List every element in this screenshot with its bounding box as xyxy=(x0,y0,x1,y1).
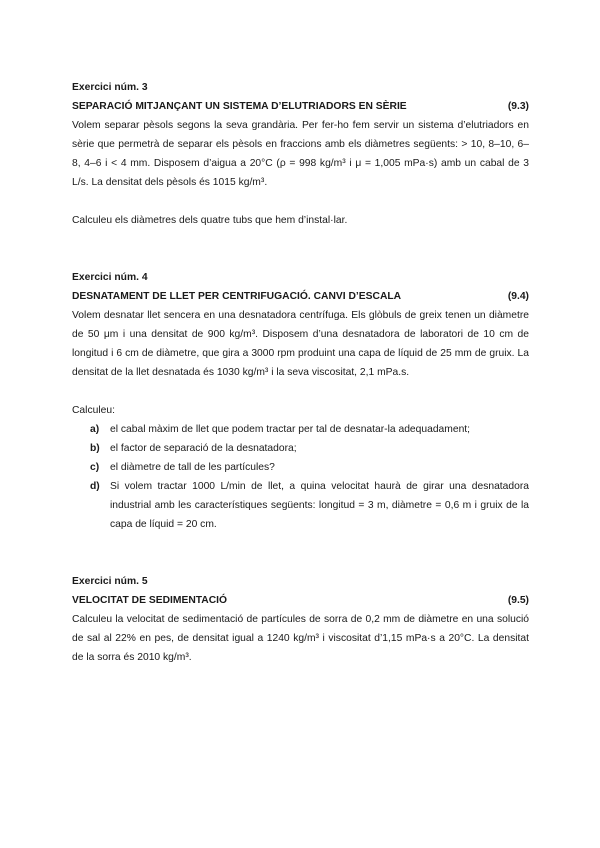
exercise-statement: Calculeu la velocitat de sedimentació de partícules de sorra de 0,2 mm de diàmetre en una solució de sal al 22% en pes, de densitat igual a 1240 kg/m³ i viscositat d’1,15 mPa·s a 20°C. La densitat de la sorra és 2010 kg/m³. xyxy=(72,614,529,663)
exercise-title-row xyxy=(72,287,529,306)
list-item xyxy=(72,477,529,534)
list-item xyxy=(72,439,529,458)
document-page xyxy=(72,78,529,667)
exercise-title-row xyxy=(72,97,529,116)
exercise-code: (9.4) xyxy=(507,291,529,302)
exercise-number: Exercici núm. 3 xyxy=(72,82,148,93)
exercise-title: DESNATAMENT DE LLET PER CENTRIFUGACIÓ. CANVI D’ESCALA xyxy=(72,291,402,302)
exercise-title: SEPARACIÓ MITJANÇANT UN SISTEMA D’ELUTRIADORS EN SÈRIE xyxy=(72,101,407,112)
exercise-number: Exercici núm. 5 xyxy=(72,576,148,587)
exercise-code: (9.5) xyxy=(507,595,529,606)
exercise-statement: Volem desnatar llet sencera en una desnatadora centrífuga. Els glòbuls de greix tenen un diàmetre de 50 μm i una densitat de 900 kg/m³. Disposem d’una desnatadora de laboratori de 10 cm de longitud i 6 cm de diàmetre, que gira a 3000 rpm produint una capa de líquid de 25 mm de gruix. La densitat de la llet desnatada és 1030 kg/m³ i la seva viscositat, 2,1 mPa.s. xyxy=(72,310,529,378)
list-item-marker: a) xyxy=(90,424,100,435)
exercise-title: VELOCITAT DE SEDIMENTACIÓ xyxy=(72,595,228,606)
exercise-number: Exercici núm. 4 xyxy=(72,272,148,283)
exercise-code: (9.3) xyxy=(507,101,529,112)
list-item xyxy=(72,458,529,477)
exercise-4 xyxy=(72,268,529,534)
list-item-text: el cabal màxim de llet que podem tractar per tal de desnatar-la adequadament; xyxy=(110,424,471,435)
list-item-marker: b) xyxy=(90,443,100,454)
list-item-text: el diàmetre de tall de les partícules? xyxy=(110,462,275,473)
question-list xyxy=(72,420,529,534)
list-item-text: el factor de separació de la desnatadora; xyxy=(110,443,297,454)
list-item-text: Si volem tractar 1000 L/min de llet, a quina velocitat haurà de girar una desnatadora industrial amb les característiques següents: longitud = 3 m, diàmetre = 0,6 m i gruix de la capa de líquid = 20 cm. xyxy=(110,481,529,530)
list-item xyxy=(72,420,529,439)
exercise-statement: Volem separar pèsols segons la seva grandària. Per fer-ho fem servir un sistema d’elutriadors en sèrie que permetrà de separar els pèsols en fraccions amb els diàmetres següents: > 10, 8–10, 6–8, 4–6 i < 4 mm. Disposem d’aigua a 20°C (ρ = 998 kg/m³ i μ = 1,005 mPa·s) amb un cabal de 3 L/s. La densitat dels pèsols és 1015 kg/m³. xyxy=(72,120,529,188)
list-item-marker: d) xyxy=(90,481,100,492)
list-item-marker: c) xyxy=(90,462,100,473)
exercise-question: Calculeu els diàmetres dels quatre tubs que hem d’instal·lar. xyxy=(72,215,348,226)
exercise-title-row xyxy=(72,591,529,610)
calculate-label: Calculeu: xyxy=(72,405,115,416)
exercise-5 xyxy=(72,572,529,667)
exercise-3 xyxy=(72,78,529,230)
